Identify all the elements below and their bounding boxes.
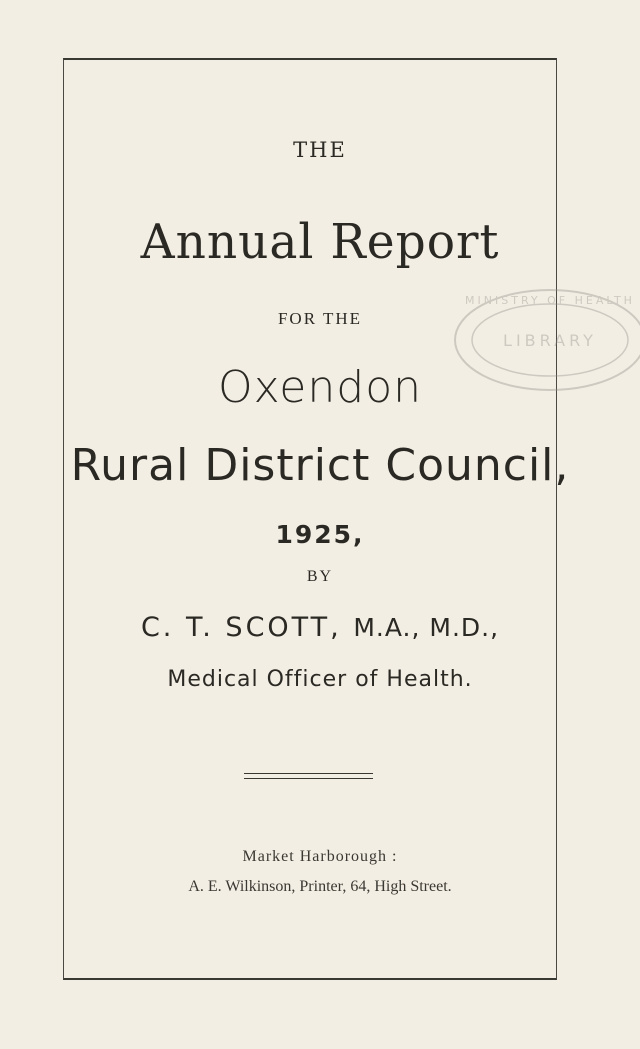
report-year: 1925, (275, 520, 365, 549)
author-role: Medical Officer of Health. (167, 667, 473, 692)
report-title: Annual Report (140, 214, 500, 270)
heading-by: BY (306, 568, 334, 585)
publication-place: Market Harborough : (242, 848, 398, 865)
printer-imprint: A. E. Wilkinson, Printer, 64, High Street. (188, 878, 452, 895)
divider-rule-top (244, 773, 373, 774)
author-degrees: M.A., M.D., (353, 613, 500, 642)
heading-for-the: FOR THE (277, 309, 363, 328)
council-name: Rural District Council, (70, 440, 570, 491)
page-border (63, 58, 557, 980)
heading-the: THE (293, 138, 347, 162)
divider-rule-bottom (244, 778, 373, 779)
author-name: C. T. SCOTT, (140, 612, 342, 643)
district-name: Oxendon (217, 362, 422, 413)
svg-text:MINISTRY OF HEALTH: MINISTRY OF HEALTH (465, 294, 635, 307)
svg-text:LIBRARY: LIBRARY (503, 331, 597, 350)
author-line (0, 612, 640, 643)
